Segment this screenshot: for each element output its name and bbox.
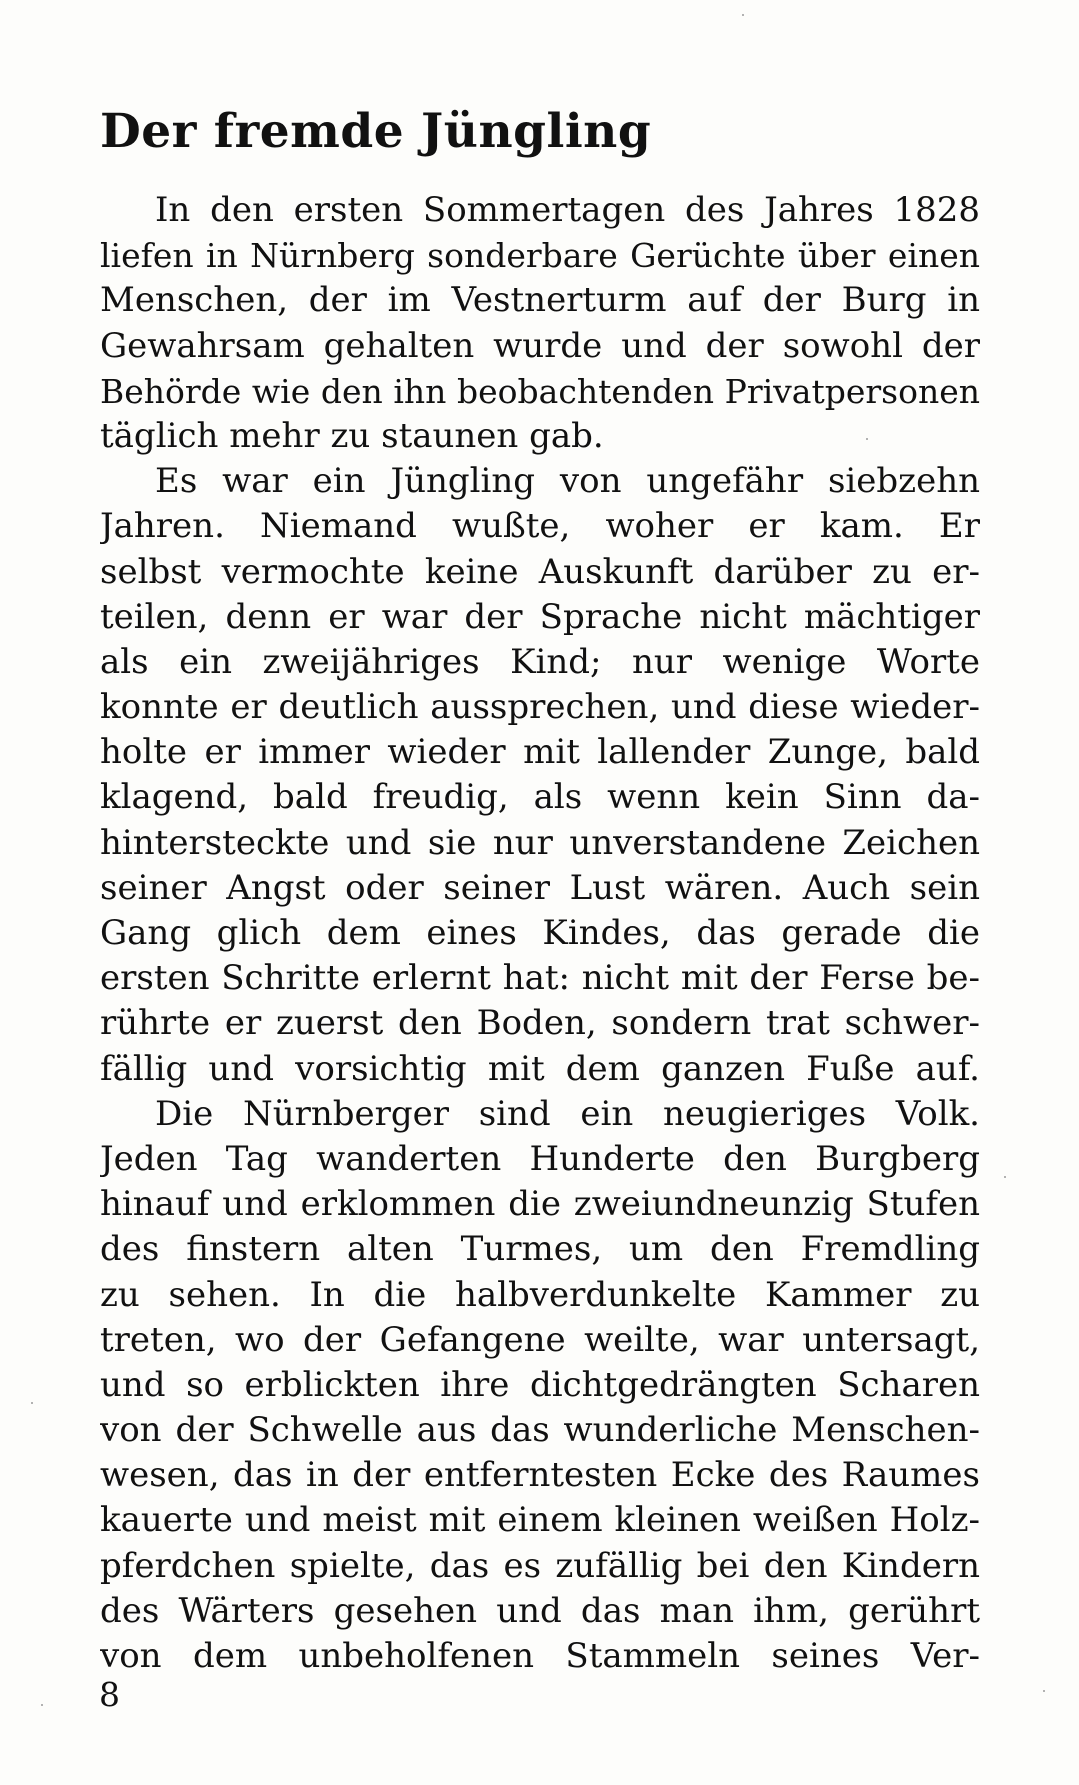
text-line: klagend, bald freudig, als wenn kein Sinn da- <box>100 777 980 818</box>
text-line: Gang glich dem eines Kindes, das gerade die <box>100 913 980 953</box>
text-line: täglich mehr zu staunen gab. <box>100 415 604 456</box>
text-line: von der Schwelle aus das wunderliche Menschen- <box>100 1410 980 1451</box>
page-number: 8 <box>99 1675 120 1714</box>
paper-speck <box>742 14 744 16</box>
text-line: holte er immer wieder mit lallender Zunge, bald <box>100 732 980 773</box>
paper-speck <box>31 1402 33 1404</box>
text-line: seiner Angst oder seiner Lust wären. Auch sein <box>100 867 980 908</box>
body-text <box>100 188 980 1679</box>
text-line: teilen, denn er war der Sprache nicht mächtiger <box>100 596 980 637</box>
text-line: als ein zweijähriges Kind; nur wenige Worte <box>100 641 980 682</box>
paper-speck <box>1004 1176 1006 1178</box>
text-line: rührte er zuerst den Boden, sondern trat schwer- <box>100 1003 980 1044</box>
text-line: ersten Schritte erlernt hat: nicht mit der Ferse be- <box>100 958 980 999</box>
text-line: hintersteckte und sie nur unverstandene Zeichen <box>100 822 980 863</box>
text-line: kauerte und meist mit einem kleinen weißen Holz- <box>100 1500 980 1541</box>
text-line: In den ersten Sommertagen des Jahres 1828 <box>155 190 980 230</box>
text-line: fällig und vorsichtig mit dem ganzen Fuße auf. <box>100 1048 980 1089</box>
text-line: treten, wo der Gefangene weilte, war untersagt, <box>100 1319 980 1360</box>
text-line: Gewahrsam gehalten wurde und der sowohl der <box>100 325 980 366</box>
text-line: von dem unbeholfenen Stammeln seines Ver- <box>100 1636 980 1676</box>
paper-speck <box>1043 1690 1045 1692</box>
text-line: Die Nürnberger sind ein neugieriges Volk. <box>155 1093 980 1134</box>
text-line: hinauf und erklommen die zweiundneunzig Stufen <box>100 1184 980 1225</box>
text-line: des Wärters gesehen und das man ihm, gerührt <box>100 1590 980 1631</box>
text-line: des finstern alten Turmes, um den Fremdling <box>100 1229 980 1270</box>
text-line: Es war ein Jüngling von ungefähr siebzehn <box>155 461 980 502</box>
text-line: pferdchen spielte, das es zufällig bei den Kindern <box>100 1545 980 1586</box>
text-line: und so erblickten ihre dichtgedrängten Scharen <box>100 1364 980 1405</box>
chapter-title: Der fremde Jüngling <box>100 104 652 159</box>
text-line: zu sehen. In die halbverdunkelte Kammer zu <box>100 1274 980 1315</box>
text-line: Behörde wie den ihn beobachtenden Privatpersonen <box>100 371 980 411</box>
paper-speck <box>41 1704 43 1706</box>
text-line: Jahren. Niemand wußte, woher er kam. Er <box>100 506 980 547</box>
text-line: selbst vermochte keine Auskunft darüber zu er- <box>100 551 980 592</box>
text-line: Menschen, der im Vestnerturm auf der Burg in <box>100 280 980 321</box>
text-line: liefen in Nürnberg sonderbare Gerüchte über einen <box>100 236 980 276</box>
text-line: konnte er deutlich aussprechen, und diese wieder- <box>100 687 980 728</box>
text-line: Jeden Tag wanderten Hunderte den Burgberg <box>100 1138 980 1179</box>
text-line: wesen, das in der entferntesten Ecke des Raumes <box>100 1455 980 1496</box>
